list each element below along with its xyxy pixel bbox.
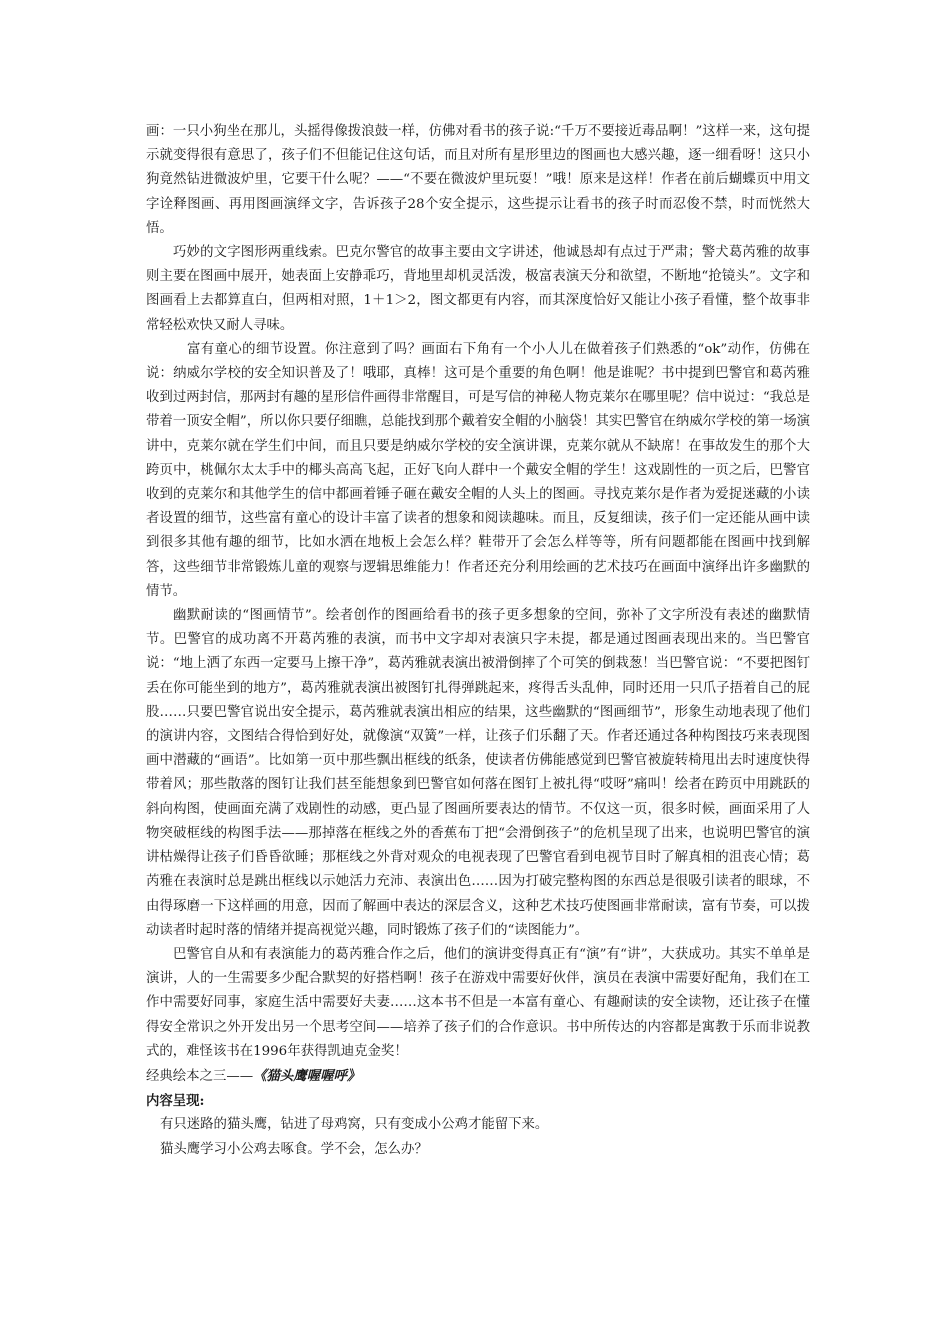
content-line-1: 有只迷路的猫头鹰，钻进了母鸡窝，只有变成小公鸡才能留下来。 — [160, 1117, 549, 1133]
content-line-2: 猫头鹰学习小公鸡去啄食。学不会，怎么办？ — [160, 1141, 428, 1157]
document-page — [146, 120, 810, 1162]
section-heading — [146, 1064, 810, 1089]
content-label: 内容呈现: — [146, 1093, 205, 1110]
paragraph-intro-continued: 画：一只小狗坐在那儿，头摇得像拨浪鼓一样，仿佛对看书的孩子说:“千万不要接近毒品啊！”这样一来，这句提示就变得很有意思了，孩子们不但能记住这句话，而且对所有星形里边的图画也大感兴趣，逐一细看呀！这只小狗竟然钻进微波炉里，它要干什么呢？——“不要在微波炉里玩耍！”哦！原来是这样！作者在前后蝴蝶页中用文字诠释图画、再用图画演绎文字，告诉孩子28个安全提示，这些提示让看书的孩子时而忍俊不禁，时而恍然大悟。 — [146, 124, 810, 236]
paragraph-text-image-clues: 巧妙的文字图形两重线索。巴克尔警官的故事主要由文字讲述，他诚恳却有点过于严肃；警犬葛芮雅的故事则主要在图画中展开，她表面上安静乖巧，背地里却机灵活泼，极富表演天分和欲望，不断地“抢镜头”。文字和图画看上去都算直白，但两相对照，1＋1＞2，图文都更有内容，而其深度恰好又能让小孩子看懂，整个故事非常轻松欢快又耐人寻味。 — [146, 245, 810, 333]
paragraph-humorous-plot: 幽默耐读的“图画情节”。绘者创作的图画给看书的孩子更多想象的空间，弥补了文字所没有表述的幽默情节。巴警官的成功离不开葛芮雅的表演，而书中文字却对表演只字未提，都是通过图画表现出来的。当巴警官说：“地上洒了东西一定要马上擦干净”，葛芮雅就表演出被滑倒摔了个可笑的倒栽葱！当巴警官说：“不要把图钉丢在你可能坐到的地方”，葛芮雅就表演出被图钉扎得弹跳起来，疼得舌头乱伸，同时还用一只爪子捂着自己的屁股……只要巴警官说出安全提示，葛芮雅就表演出相应的结果，这些幽默的“图画细节”，形象生动地表现了他们的演讲内容，文图结合得恰到好处，就像演“双簧”一样，让孩子们乐翻了天。作者还通过各种构图技巧来表现图画中潜藏的“画语”。比如第一页中那些飘出框线的纸条，使读者仿佛能感觉到巴警官被旋转椅甩出去时速度快得带着风；那些散落的图钉让我们甚至能想象到巴警官如何落在图钉上被扎得“哎呀”痛叫！绘者在跨页中用跳跃的斜向构图，使画面充满了戏剧性的动感，更凸显了图画所要表达的情节。不仅这一页，很多时候，画面采用了人物突破框线的构图手法——那掉落在框线之外的香蕉布丁把“会滑倒孩子”的危机呈现了出来，也说明巴警官的演讲枯燥得让孩子们昏昏欲睡；那框线之外背对观众的电视表现了巴警官看到电视节目时了解真相的沮丧心情；葛芮雅在表演时总是跳出框线以示她活力充沛、表演出色……因为打破完整构图的东西总是很吸引读者的眼球，不由得琢磨一下这样画的用意，因而了解画中表达的深层含义，这种艺术技巧使图画非常耐读，富有节奏，可以拨动读者时起时落的情绪并提高视觉兴趣，同时锻炼了孩子们的“读图能力”。 — [146, 608, 810, 938]
paragraph-childlike-details: 富有童心的细节设置。你注意到了吗？画面右下角有一个小人儿在做着孩子们熟悉的“ok”动作，仿佛在说：纳威尔学校的安全知识普及了！哦耶，真棒！这可是个重要的角色啊！他是谁呢？书中提到巴警官和葛芮雅收到过两封信，那两封有趣的星形信件画得非常醒目，可是写信的神秘人物克莱尔在哪里呢？信中说过：“我总是带着一顶安全帽”，所以你只要仔细瞧，总能找到那个戴着安全帽的小脑袋！其实巴警官在纳威尔学校的第一场演讲中，克莱尔就在学生们中间，而且只要是纳威尔学校的安全演讲课，克莱尔就从不缺席！在事故发生的那个大跨页中，桃佩尔太太手中的椰头高高飞起，正好飞向人群中一个戴安全帽的学生！这戏剧性的一页之后，巴警官收到的克莱尔和其他学生的信中都画着锤子砸在戴安全帽的人头上的图画。寻找克莱尔是作者为爱捉迷藏的小读者设置的细节，这些富有童心的设计丰富了读者的想象和阅读趣味。而且，反复细读，孩子们一定还能从画中读到很多其他有趣的细节，比如水洒在地板上会怎么样？鞋带开了会怎么样等等，所有问题都能在图画中找到解答，这些细节非常锻炼儿童的观察与逻辑思维能力！作者还充分利用绘画的艺术技巧在画面中演绎出许多幽默的情节。 — [146, 341, 810, 599]
section-prefix: 经典绘本之三—— — [146, 1068, 254, 1084]
paragraph-cooperation: 巴警官自从和有表演能力的葛芮雅合作之后，他们的演讲变得真正有“演”有“讲”，大获成功。其实不单单是演讲，人的一生需要多少配合默契的好搭档啊！孩子在游戏中需要好伙伴，演员在表演中需要好配角，我们在工作中需要好同事，家庭生活中需要好夫妻……这本书不但是一本富有童心、有趣耐读的安全读物，还让孩子在懂得安全常识之外开发出另一个思考空间——培养了孩子们的合作意识。书中所传达的内容都是寓教于乐而非说教式的，难怪该书在1996年获得凯迪克金奖！ — [146, 946, 810, 1059]
book-title: 《猫头鹰喔喔呼》 — [253, 1067, 361, 1084]
